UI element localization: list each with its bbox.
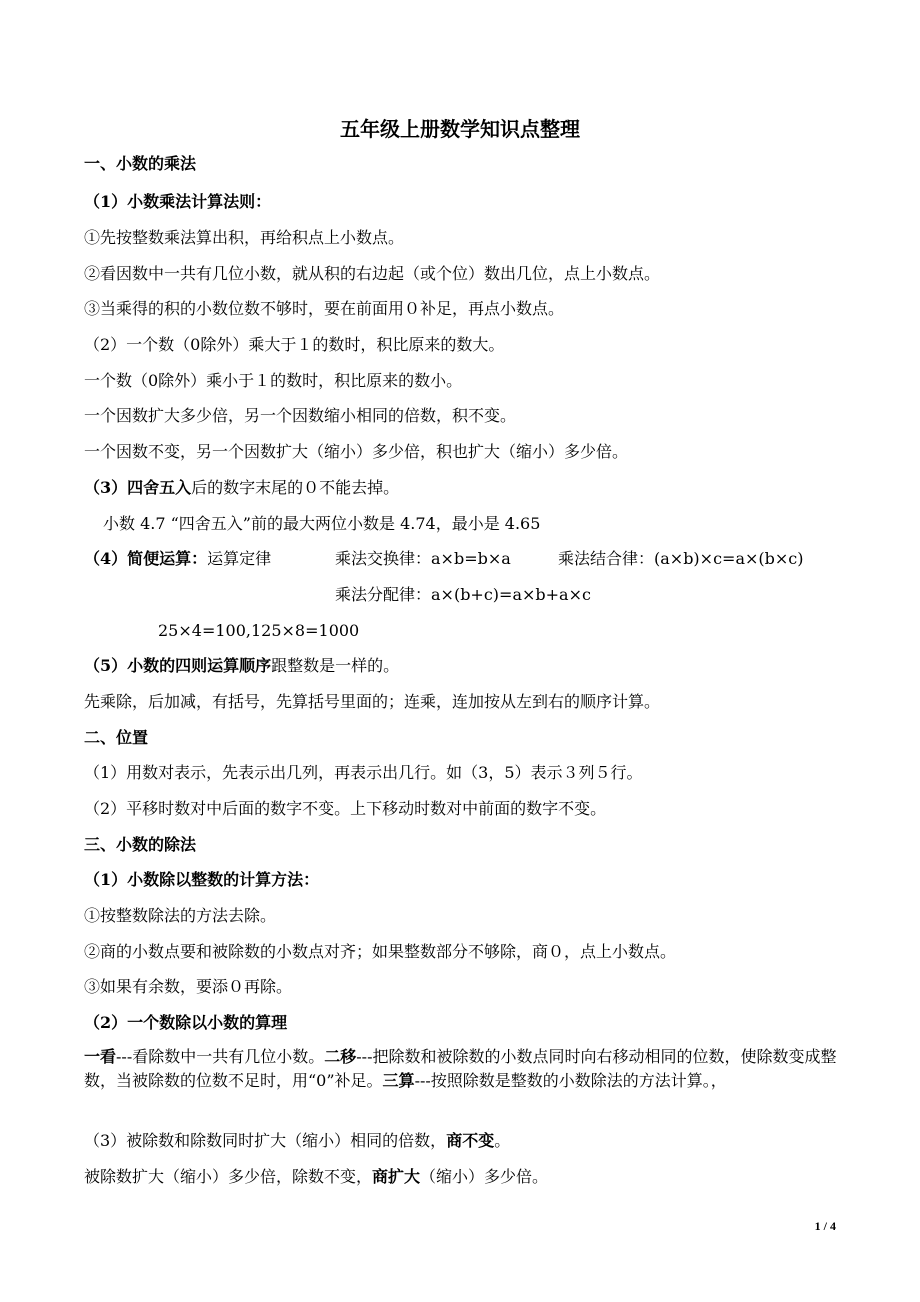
- operation-order-line: [84, 656, 399, 676]
- section-heading-multiplication: 一、小数的乘法: [84, 154, 197, 173]
- distributive-law: 乘法分配律：a×(b+c)=a×b+a×c: [335, 585, 591, 604]
- operation-laws-label: 运算定律: [207, 549, 272, 568]
- position-rule-2: （2）平移时数对中后面的数字不变。上下移动时数对中前面的数字不变。: [84, 799, 607, 818]
- division-rule-1: ①按整数除法的方法去除。: [84, 906, 277, 925]
- quotient-invariance-text: （3）被除数和除数同时扩大（缩小）相同的倍数，: [84, 1131, 447, 1150]
- section-heading-division: 三、小数的除法: [84, 835, 197, 854]
- rule-2: ②看因数中一共有几位小数，就从积的右边起（或个位）数出几位，点上小数点。: [84, 264, 661, 283]
- step-two-text: ---把除数和被除数的小数点同时向右移动相同的位数，使除数变成整数，当被除数的位数不足时，用“0”补足。: [84, 1047, 837, 1090]
- step-three-label: 三算: [382, 1071, 415, 1090]
- operation-order-description: 先乘除，后加减，有括号，先算括号里面的；连乘，连加按从左到右的顺序计算。: [84, 692, 661, 711]
- position-rule-1: （1）用数对表示，先表示出几列，再表示出几行。如（3，5）表示３列５行。: [84, 763, 643, 782]
- quotient-invariance-rule: [84, 1131, 510, 1151]
- subheading-division-method: （1）小数除以整数的计算方法：: [84, 870, 320, 889]
- rounding-rule: [84, 478, 399, 498]
- rule-1: ①先按整数乘法算出积，再给积点上小数点。: [84, 228, 405, 247]
- rounding-number: （3）: [84, 478, 128, 497]
- product-rule-1: （2）一个数（0除外）乘大于１的数时，积比原来的数大。: [84, 335, 505, 354]
- rounding-example: 小数 4.7 “四舍五入”前的最大两位小数是 4.74，最小是 4.65: [103, 514, 541, 533]
- simplification-line: [84, 549, 271, 569]
- step-three-text: ---按照除数是整数的小数除法的方法计算。，: [414, 1071, 727, 1090]
- product-rule-4: 一个因数不变，另一个因数扩大（缩小）多少倍，积也扩大（缩小）多少倍。: [84, 442, 629, 461]
- rounding-text: 后的数字末尾的０不能去掉。: [191, 478, 400, 497]
- product-rule-2: 一个数（0除外）乘小于１的数时，积比原来的数小。: [84, 371, 463, 390]
- product-rule-3: 一个因数扩大多少倍，另一个因数缩小相同的倍数，积不变。: [84, 406, 517, 425]
- commutative-law: 乘法交换律：a×b=b×a: [335, 549, 511, 568]
- quotient-scaling-text: 被除数扩大（缩小）多少倍，除数不变，: [84, 1167, 373, 1186]
- subheading-multiplication-rules: （1）小数乘法计算法则：: [84, 192, 272, 211]
- quotient-expands: 商扩大: [372, 1167, 421, 1186]
- simplification-heading: （4）简便运算：: [84, 549, 208, 568]
- associative-law: 乘法结合律：(a×b)×c=a×(b×c): [558, 549, 804, 568]
- operation-order-heading: （5）小数的四则运算顺序: [84, 656, 272, 675]
- quotient-invariance-end: 。: [494, 1131, 511, 1150]
- simplification-example: 25×4=100,125×8=1000: [158, 621, 360, 640]
- quotient-unchanged: 商不变: [446, 1131, 495, 1150]
- rounding-term: 四舍五入: [127, 478, 192, 497]
- document-title: 五年级上册数学知识点整理: [340, 117, 580, 141]
- section-heading-position: 二、位置: [84, 728, 149, 747]
- operation-order-text: 跟整数是一样的。: [271, 656, 400, 675]
- step-one-text: ---看除数中一共有几位小数。: [116, 1047, 325, 1066]
- page-number: 1 / 4: [814, 1219, 836, 1233]
- quotient-scaling-rule: [84, 1167, 548, 1187]
- step-two-label: 二移: [324, 1047, 357, 1066]
- decimal-divisor-steps: [84, 1045, 844, 1093]
- subheading-decimal-divisor: （2）一个数除以小数的算理: [84, 1013, 288, 1032]
- step-one-label: 一看: [84, 1047, 117, 1066]
- quotient-scaling-end: （缩小）多少倍。: [420, 1167, 549, 1186]
- division-rule-2: ②商的小数点要和被除数的小数点对齐；如果整数部分不够除，商０，点上小数点。: [84, 942, 677, 961]
- rule-3: ③当乘得的积的小数位数不够时，要在前面用０补足，再点小数点。: [84, 299, 565, 318]
- division-rule-3: ③如果有余数，要添０再除。: [84, 977, 293, 996]
